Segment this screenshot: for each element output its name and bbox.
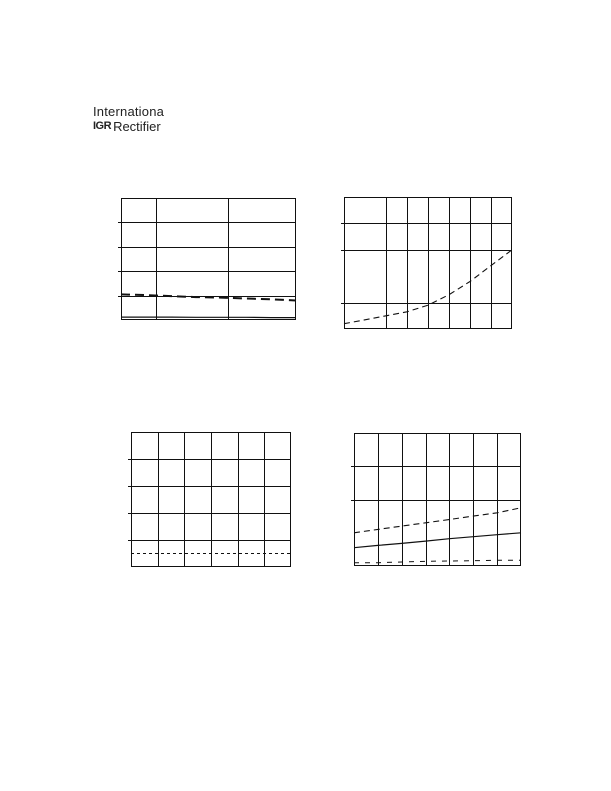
- chart-top-left: [121, 198, 296, 320]
- chart-bottom-left: [131, 432, 291, 567]
- series-line-upper-dashed: [354, 508, 521, 533]
- plot-frame: [122, 199, 296, 320]
- series-line-solid: [121, 317, 296, 318]
- series-line-middle-solid: [354, 533, 521, 548]
- series-line-lower-dashed: [354, 560, 521, 562]
- company-logo: [93, 104, 164, 134]
- company-name-line2: [93, 119, 164, 134]
- company-name-rectifier: Rectifier: [113, 119, 161, 134]
- chart-top-right: [344, 197, 512, 329]
- series-line-dashed: [121, 294, 296, 300]
- igr-logo-mark: IGR: [93, 120, 112, 132]
- chart-bottom-right: [354, 433, 521, 566]
- company-name-line1: Internationa: [93, 104, 165, 119]
